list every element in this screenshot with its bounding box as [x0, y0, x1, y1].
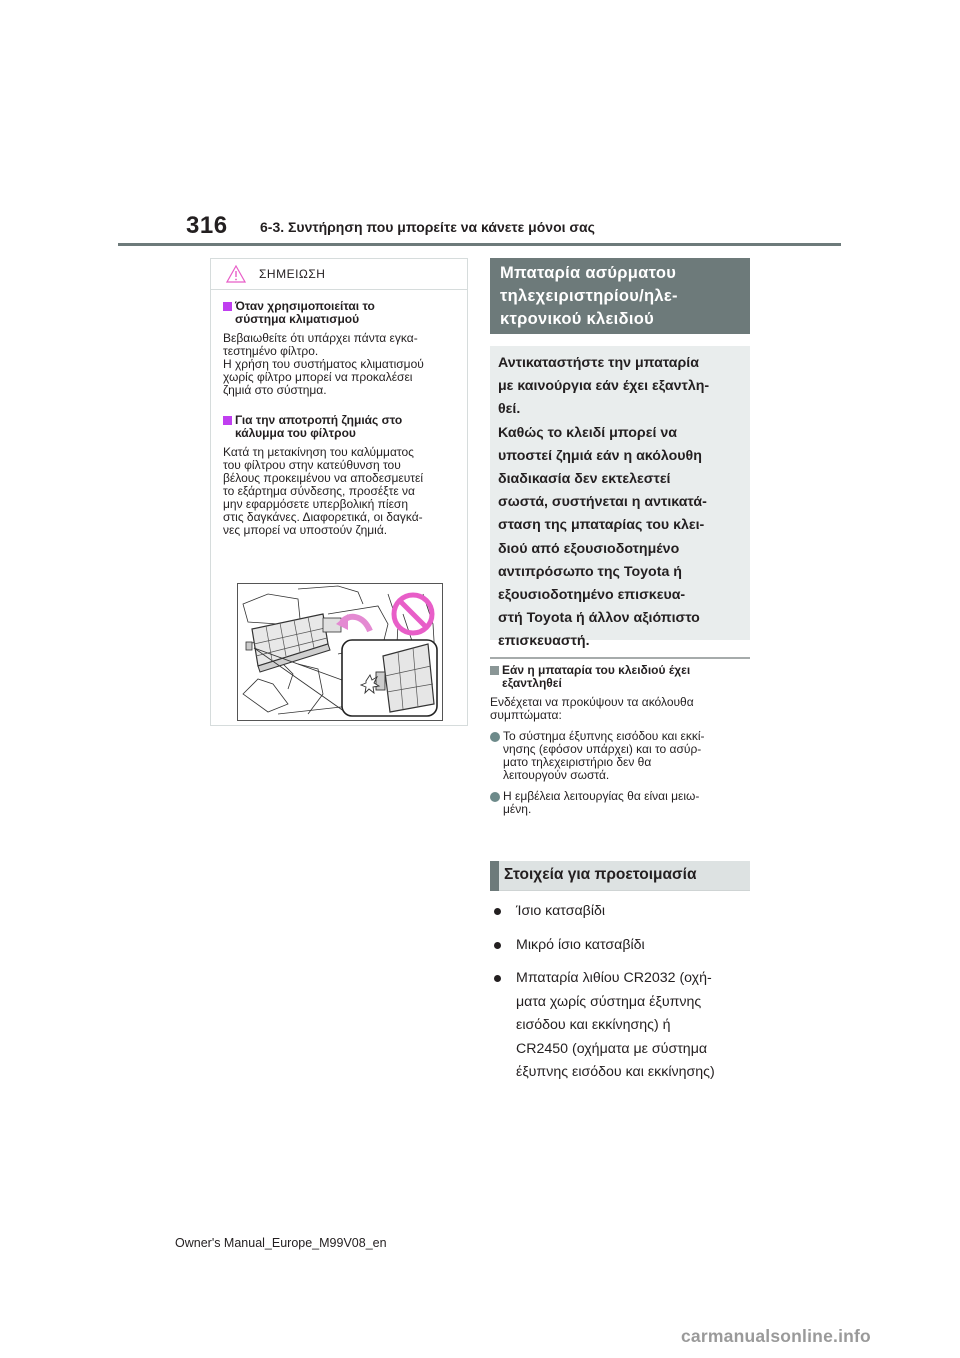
- callout-box: Αντικαταστήστε την μπαταρία με καινούργια εάν έχει εξαντλη- θεί. Καθώς το κλειδί μπορεί να υποστεί ζημιά εάν η ακόλουθη διαδικασία δεν εκτελεστεί σωστά, συστήνεται η αντικατά- σταση της μπαταρίας του κλει- διού από εξουσιοδοτημένο αντιπρόσωπο της Toyota ή εξουσιοδοτημένο επισκευα- στή Toyota ή άλλον αξιόπιστο επισκευαστή.: [490, 346, 750, 640]
- symptom-item: Η εμβέλεια λειτουργίας θα είναι μειω- μένη.: [490, 790, 750, 816]
- intro-paragraph: Ενδέχεται να προκύψουν τα ακόλουθα συμπτώματα:: [490, 695, 694, 722]
- bullet-icon: [494, 975, 501, 982]
- symptom-item: Το σύστημα έξυπνης εισόδου και εκκί- νησης (εφόσον υπάρχει) και το ασύρ- ματο τηλεχειριστήριο δεν θα λειτουργούν σωστά.: [490, 730, 750, 782]
- preparation-list: [490, 900, 750, 1095]
- subsection-divider: [490, 657, 750, 659]
- bullet-icon: [494, 908, 501, 915]
- note-label: ΣΗΜΕΙΩΣΗ: [259, 267, 326, 281]
- section-title: 6-3. Συντήρηση που μπορείτε να κάνετε μόνοι σας: [260, 219, 595, 235]
- subsection-heading: Εάν η μπαταρία του κλειδιού έχει εξαντληθεί: [490, 664, 750, 690]
- note-subheading: Για την αποτροπή ζημιάς στο κάλυμμα του φίλτρου: [223, 414, 457, 440]
- page-number: 316: [186, 212, 228, 239]
- bullet-icon: [494, 942, 501, 949]
- list-item: Μπαταρία λιθίου CR2032 (οχή- ματα χωρίς σύστημα έξυπνης εισόδου και εκκίνησης) ή CR2450 (οχήματα με σύστημα έξυπνης εισόδου και εκκίνησης): [490, 967, 750, 1085]
- depleted-battery-section: [490, 664, 750, 816]
- square-bullet-icon: [223, 416, 232, 425]
- square-bullet-icon: [490, 666, 499, 675]
- note-header: [211, 259, 467, 290]
- warning-triangle-icon: [226, 265, 246, 283]
- document-id: Owner's Manual_Europe_M99V08_en: [175, 1236, 387, 1250]
- list-item: Μικρό ίσιο κατσαβίδι: [490, 934, 750, 958]
- circle-bullet-icon: [490, 732, 500, 742]
- watermark: carmanualsonline.info: [681, 1326, 871, 1346]
- note-paragraph: Βεβαιωθείτε ότι υπάρχει πάντα εγκα- τεστημένο φίλτρο. Η χρήση του συστήματος κλιματισμού χωρίς φίλτρο μπορεί να προκαλέσει ζημιά στο σύστημα.: [223, 331, 424, 397]
- header-divider: [118, 243, 841, 246]
- prohibition-icon: [394, 595, 432, 633]
- square-bullet-icon: [223, 302, 232, 311]
- section-title-bar: Μπαταρία ασύρματου τηλεχειριστηρίου/ηλε- κτρονικού κλειδιού: [490, 258, 750, 334]
- list-item: Ίσιο κατσαβίδι: [490, 900, 750, 924]
- preparation-heading: Στοιχεία για προετοιμασία: [490, 861, 750, 891]
- note-paragraph: Κατά τη μετακίνηση του καλύμματος του φίλτρου στην κατεύθυνση του βέλους προκειμένου να αποδεσμευτεί το εξάρτημα σύνδεσης, προσέξτε να μην εφαρμόσετε υπερβολική πίεση στις δαγκάνες. Διαφορετικά, οι δαγκά- νες μπορεί να υποστούν ζημιά.: [223, 445, 424, 537]
- note-subheading: Όταν χρησιμοποιείται το σύστημα κλιματισμού: [223, 300, 457, 326]
- filter-cover-illustration: [237, 583, 443, 721]
- note-box: [210, 258, 468, 726]
- circle-bullet-icon: [490, 792, 500, 802]
